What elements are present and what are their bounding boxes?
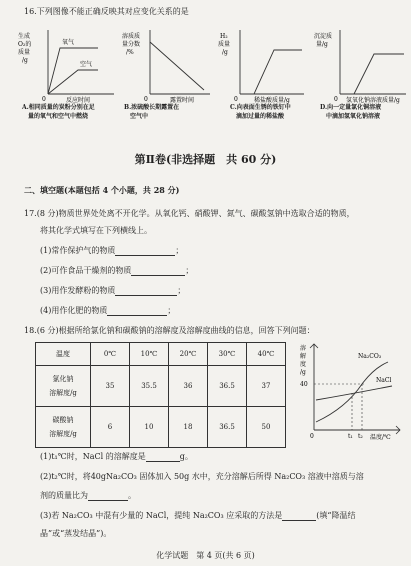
table-cell: 37	[247, 366, 286, 407]
chart-c	[218, 30, 304, 104]
curve-ylabel2: 解	[300, 353, 307, 360]
table-header-row	[36, 343, 286, 366]
chart-b-ylabel2: 量分数	[122, 41, 141, 48]
curve-ylabel4: /g	[300, 369, 306, 376]
curve-t1: t₁	[348, 433, 353, 440]
table-cell: 6	[91, 407, 130, 448]
table-header-cell: 30℃	[208, 343, 247, 366]
chart-c-ylabel1: H₂	[220, 33, 228, 40]
chart-a-ylabel4: /g	[22, 57, 28, 64]
chart-b-ylabel3: /%	[126, 49, 134, 56]
table-row-nacl	[36, 366, 286, 407]
q18-part3-line2: 晶”或“蒸发结晶”)。	[40, 529, 112, 538]
chart-a-ylabel2: O₂的	[18, 41, 32, 48]
table-cell: 36	[169, 366, 208, 407]
q18-part2-line1: (2)t₂℃时，将40gNa₂CO₃ 固体加入 50g 水中，充分溶解后所得 Na₂CO₃ 溶液中溶质与溶	[40, 472, 364, 481]
section-title: 第Ⅱ卷(非选择题 共 60 分)	[134, 153, 277, 166]
table-cell: 10	[130, 407, 169, 448]
table-header-cell: 温度	[36, 343, 91, 366]
caption-a-line1: A.相同质量的炭粉分别在足	[22, 104, 95, 111]
q17-item-3: (3)用作发酵粉的物质 ；	[40, 286, 186, 295]
q17-item-1: (1)常作保护气的物质 ；	[40, 246, 184, 255]
table-cell: 35.5	[130, 366, 169, 407]
chart-c-ylabel3: /g	[222, 49, 228, 56]
table-cell: 36.5	[208, 407, 247, 448]
table-row-na2co3	[36, 407, 286, 448]
chart-b	[122, 30, 210, 104]
table-header-cell: 20℃	[169, 343, 208, 366]
q18-part3-line1: (3)若 Na₂CO₃ 中混有少量的 NaCl，提纯 Na₂CO₃ 应采取的方法是 (填“降温结	[40, 511, 356, 520]
caption-c-line2: 滴加过量的稀盐酸	[236, 113, 285, 120]
q16-stem: 16.下列图像不能正确反映其对应变化关系的是	[24, 7, 189, 16]
solubility-table	[35, 342, 286, 448]
chart-a-xlabel: 反应时间	[66, 97, 91, 104]
q18-stem: 18.(6 分)根据所给氯化钠和碳酸钠的溶解度及溶解度曲线的信息，回答下列问题：	[24, 326, 315, 335]
curve-series-na2co3: Na₂CO₃	[358, 353, 382, 360]
chart-d-zero: 0	[334, 96, 338, 103]
curve-tick-40: 40	[300, 381, 308, 388]
curve-ylabel1: 溶	[300, 345, 307, 352]
chart-b-ylabel1: 溶质质	[122, 33, 141, 40]
table-cell: 35	[91, 366, 130, 407]
answer-blank[interactable]	[115, 255, 175, 256]
q17-item-2: (2)可作食品干燥剂的物质 ；	[40, 266, 194, 275]
caption-d-line1: D.向一定量氯化铜溶液	[320, 104, 382, 111]
answer-blank[interactable]	[146, 461, 180, 462]
answer-blank[interactable]	[131, 275, 185, 276]
q17-stem-line1: 17.(8 分)物质世界处处离不开化学。从氧化钙、硝酸钾、氮气、碳酸氢钠中选取合适的物质，	[24, 209, 355, 218]
q16-charts	[18, 24, 408, 104]
answer-blank[interactable]	[282, 520, 316, 521]
chart-a-curve2: 空气	[80, 61, 93, 68]
caption-d-line2: 中滴加氢氧化钠溶液	[326, 113, 381, 120]
curve-ylabel3: 度	[300, 361, 307, 368]
table-header-cell: 0℃	[91, 343, 130, 366]
curve-xlabel: 温度/℃	[370, 434, 391, 441]
q18-part1: (1)t₁℃时，NaCl 的溶解度是 g。	[40, 452, 193, 461]
chart-a	[18, 30, 114, 104]
chart-d-ylabel1: 沉淀质	[314, 33, 333, 40]
chart-d-xlabel: 氢氧化钠溶液质量/g	[346, 97, 400, 104]
table-header-cell: 40℃	[247, 343, 286, 366]
curve-series-nacl: NaCl	[376, 377, 392, 384]
chart-a-zero: 0	[42, 96, 46, 103]
table-row-label: 氯化钠 溶解度/g	[36, 366, 91, 407]
caption-c-line1: C.向表面生锈的铁钉中	[230, 104, 291, 111]
q17-stem-line2: 将其化学式填写在下列横线上。	[40, 226, 152, 235]
chart-a-curve1: 氧气	[62, 39, 75, 46]
table-header-cell: 10℃	[130, 343, 169, 366]
curve-zero: 0	[310, 433, 314, 440]
caption-a-line2: 量的氧气和空气中燃烧	[28, 113, 89, 120]
table-cell: 50	[247, 407, 286, 448]
q17-item-4: (4)用作化肥的物质 ；	[40, 306, 176, 315]
q18-part2-line2: 剂的质量比为 。	[40, 491, 136, 500]
table-cell: 18	[169, 407, 208, 448]
answer-blank[interactable]	[115, 295, 177, 296]
chart-c-xlabel: 稀盐酸质量/g	[254, 97, 290, 104]
chart-c-ylabel2: 质量	[218, 41, 231, 48]
chart-b-xlabel: 露置时间	[170, 97, 195, 104]
table-cell: 36.5	[208, 366, 247, 407]
table-row-label: 碳酸钠 溶解度/g	[36, 407, 91, 448]
curve-t2: t₂	[358, 433, 363, 440]
answer-blank[interactable]	[88, 500, 128, 501]
solubility-curve	[296, 338, 408, 442]
chart-a-ylabel1: 生成	[18, 33, 31, 40]
page-footer: 化学试题 第 4 页(共 6 页)	[156, 551, 255, 560]
caption-b-line1: B.浓硫酸长期露置在	[124, 104, 180, 111]
answer-blank[interactable]	[107, 315, 167, 316]
part2-title: 二、填空题(本题包括 4 个小题，共 28 分)	[24, 185, 180, 195]
chart-d	[314, 30, 406, 104]
caption-b-line2: 空气中	[130, 113, 149, 120]
chart-d-ylabel2: 量/g	[316, 41, 328, 48]
chart-c-zero: 0	[234, 96, 238, 103]
chart-b-zero: 0	[144, 96, 148, 103]
chart-a-ylabel3: 质量	[18, 49, 31, 56]
